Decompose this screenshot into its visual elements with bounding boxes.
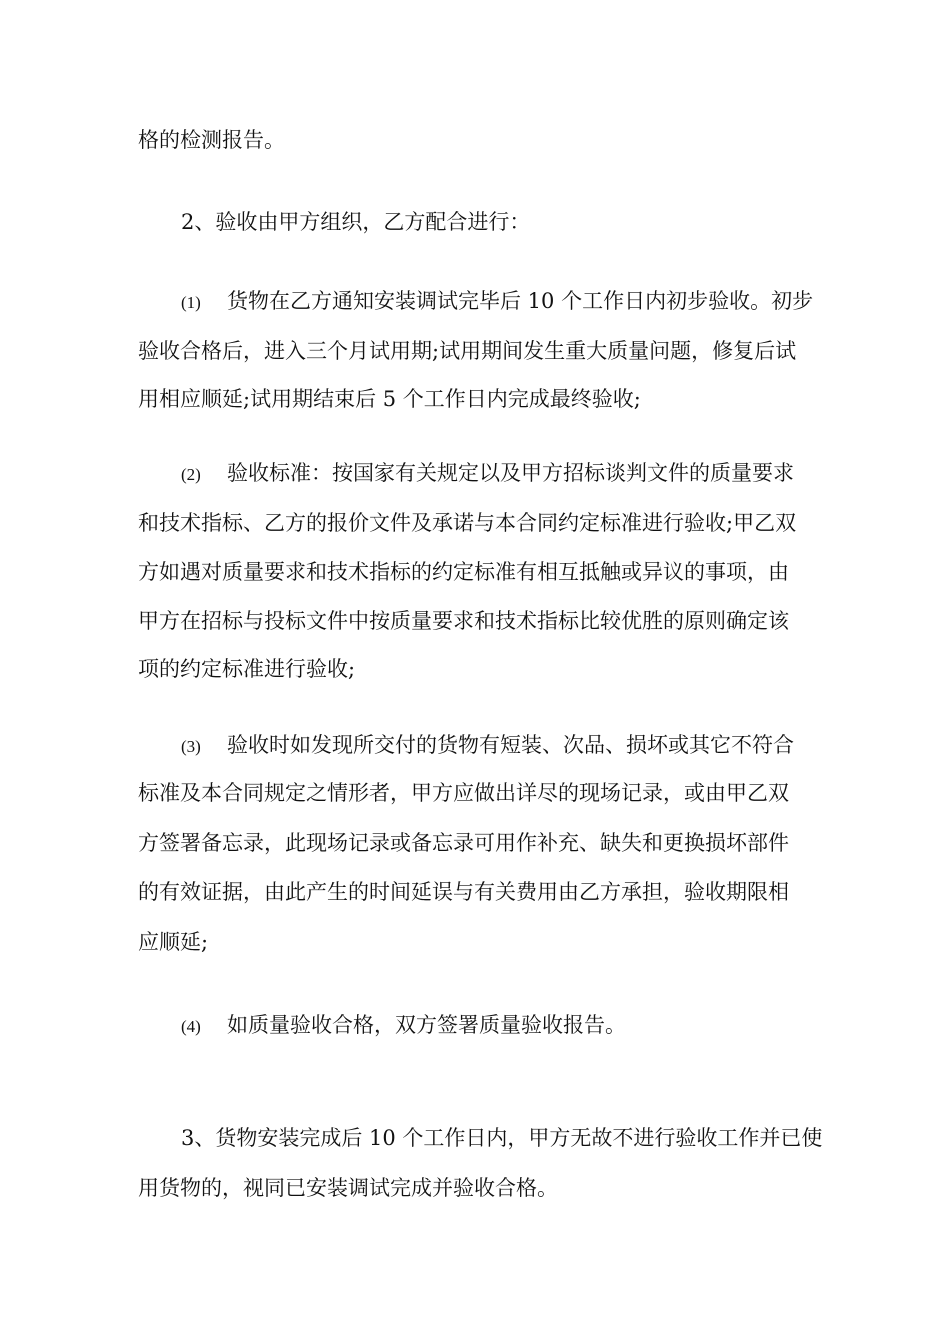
text-line: 甲方在招标与投标文件中按质量要求和技术指标比较优胜的原则确定该 [138,609,789,633]
sub-clause-4-first-line [181,1012,626,1038]
text-line: 的有效证据，由此产生的时间延误与有关费用由乙方承担，验收期限相 [138,880,789,904]
sub-clause-number: (2) [181,465,201,484]
text-line: 验收标准：按国家有关规定以及甲方招标谈判文件的质量要求 [227,461,794,485]
sub-clause-2-first-line [181,460,794,486]
text-line: 如质量验收合格，双方签署质量验收报告。 [227,1013,626,1037]
text-line: 验收时如发现所交付的货物有短装、次品、损坏或其它不符合 [227,733,794,757]
sub-clause-number: (1) [181,293,201,312]
sub-clause-1-first-line [181,288,813,314]
sub-clause-number: (3) [181,737,201,756]
text-line: 格的检测报告。 [138,128,285,152]
sub-clause-3-first-line [181,732,794,758]
text-line: 用货物的，视同已安装调试完成并验收合格。 [138,1176,558,1200]
text-line: 货物在乙方通知安装调试完毕后 10 个工作日内初步验收。初步 [227,289,814,313]
text-line: 方签署备忘录，此现场记录或备忘录可用作补充、缺失和更换损坏部件 [138,831,789,855]
text-line: 标准及本合同规定之情形者，甲方应做出详尽的现场记录，或由甲乙双 [138,781,789,805]
text-line: 项的约定标准进行验收; [138,657,356,681]
text-line: 验收合格后，进入三个月试用期;试用期间发生重大质量问题，修复后试 [138,339,797,363]
sub-clause-number: (4) [181,1017,201,1036]
text-line: 2、验收由甲方组织，乙方配合进行： [181,210,531,234]
text-line: 3、货物安装完成后 10 个工作日内，甲方无故不进行验收工作并已使 [181,1126,823,1150]
text-line: 方如遇对质量要求和技术指标的约定标准有相互抵触或异议的事项，由 [138,560,789,584]
text-line: 和技术指标、乙方的报价文件及承诺与本合同约定标准进行验收;甲乙双 [138,511,797,535]
text-line: 应顺延; [138,930,209,954]
text-line: 用相应顺延;试用期结束后 5 个工作日内完成最终验收; [138,387,641,411]
